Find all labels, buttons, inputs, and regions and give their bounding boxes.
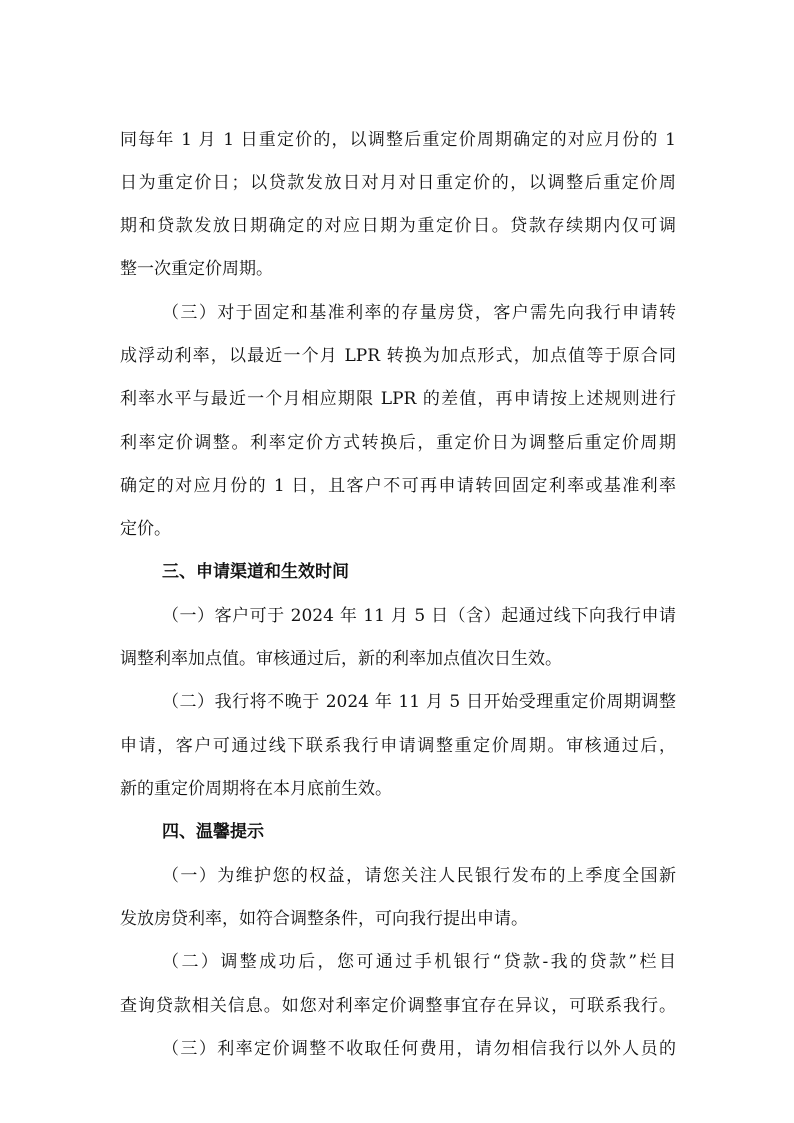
paragraph-line: 日为重定价日；以贷款发放日对月对日重定价的，以调整后重定价周 xyxy=(120,173,676,193)
paragraph-line: 查询贷款相关信息。如您对利率定价调整事宜存在异议，可联系我行。 xyxy=(120,996,676,1016)
paragraph-line: （二）调整成功后，您可通过手机银行“贷款-我的贷款”栏目 xyxy=(162,952,676,972)
paragraph-line: 利率水平与最近一个月相应期限 LPR 的差值，再申请按上述规则进行 xyxy=(120,389,676,409)
section-heading: 四、温馨提示 xyxy=(162,822,264,842)
paragraph-line: 期和贷款发放日期确定的对应日期为重定价日。贷款存续期内仅可调 xyxy=(120,216,676,236)
paragraph-line: 定价。 xyxy=(120,519,171,539)
paragraph-line: 调整利率加点值。审核通过后，新的利率加点值次日生效。 xyxy=(120,649,562,669)
paragraph-line: （三）利率定价调整不收取任何费用，请勿相信我行以外人员的 xyxy=(162,1039,676,1059)
paragraph-line: 新的重定价周期将在本月底前生效。 xyxy=(120,779,392,799)
paragraph-line: 利率定价调整。利率定价方式转换后，重定价日为调整后重定价周期 xyxy=(120,433,676,453)
section-heading: 三、申请渠道和生效时间 xyxy=(162,562,349,582)
paragraph-line: 发放房贷利率，如符合调整条件，可向我行提出申请。 xyxy=(120,909,528,929)
paragraph-line: 申请，客户可通过线下联系我行申请调整重定价周期。审核通过后， xyxy=(120,736,676,756)
paragraph-line: （一）客户可于 2024 年 11 月 5 日（含）起通过线下向我行申请 xyxy=(162,606,676,626)
paragraph-line: （二）我行将不晚于 2024 年 11 月 5 日开始受理重定价周期调整 xyxy=(162,692,676,712)
paragraph-line: （三）对于固定和基准利率的存量房贷，客户需先向我行申请转 xyxy=(162,303,676,323)
paragraph-line: 成浮动利率，以最近一个月 LPR 转换为加点形式，加点值等于原合同 xyxy=(120,346,676,366)
paragraph-line: （一）为维护您的权益，请您关注人民银行发布的上季度全国新 xyxy=(162,866,676,886)
paragraph-line: 确定的对应月份的 1 日，且客户不可再申请转回固定利率或基准利率 xyxy=(120,476,676,496)
paragraph-line: 同每年 1 月 1 日重定价的，以调整后重定价周期确定的对应月份的 1 xyxy=(120,130,676,150)
paragraph-line: 整一次重定价周期。 xyxy=(120,259,273,279)
